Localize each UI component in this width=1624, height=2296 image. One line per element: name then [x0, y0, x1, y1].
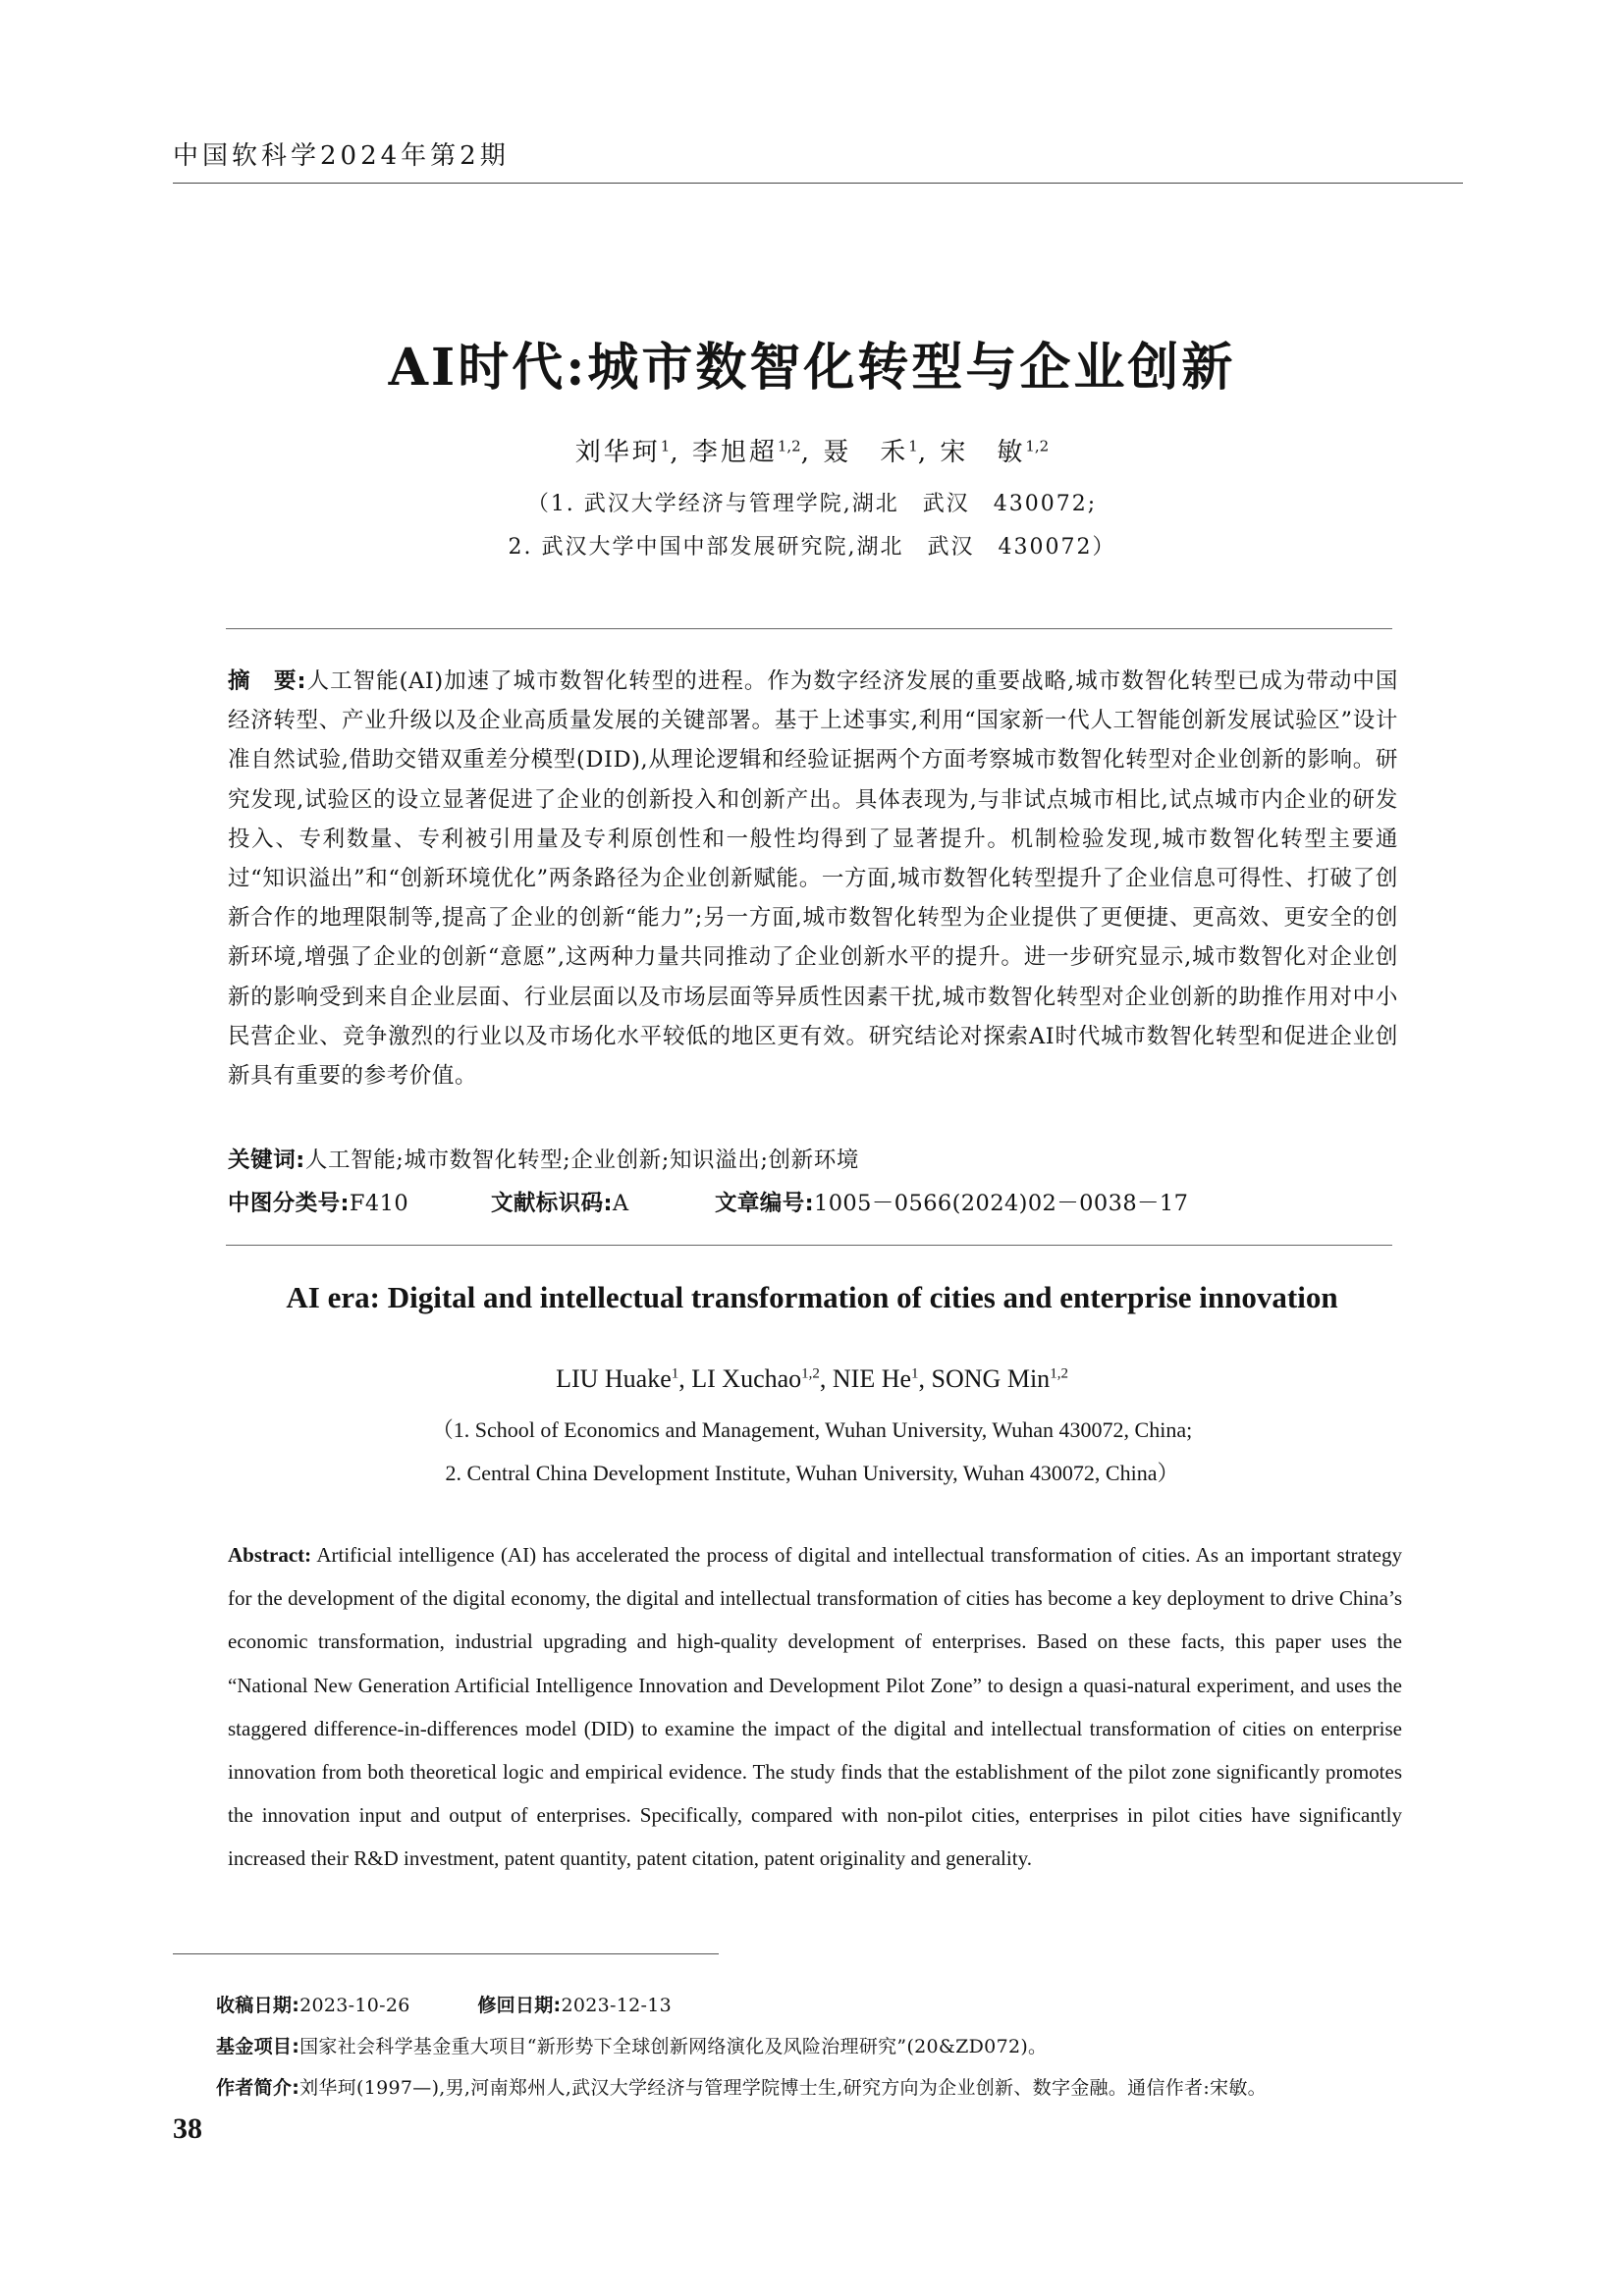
author-bio-label: 作者简介:: [216, 2077, 300, 2099]
author-affiliation-mark: 1: [660, 437, 671, 455]
clc-label: 中图分类号:: [228, 1191, 350, 1216]
english-abstract-text: Artificial intelligence (AI) has accelerated the process of digital and intellectual transformation of cities. As an important strategy for the development of the digital economy, the digital and intellectual transformation of cities has become a key deployment to drive China’s economic transformation, industrial upgrading and high-quality development of enterprises. Based on these facts, this paper uses the “National New Generation Artificial Intelligence Innovation and Development Pilot Zone” to design a quasi-natural experiment, and uses the staggered difference-in-differences model (DID) to examine the impact of the digital and intellectual transformation of cities on enterprise innovation from both theoretical logic and empirical evidence. The study finds that the establishment of the pilot zone significantly promotes the innovation input and output of enterprises. Specifically, compared with non-pilot cities, enterprises in pilot cities have significantly increased their R&D investment, patent quantity, patent citation, patent originality and generality.: [228, 1543, 1403, 1871]
chinese-title: AI时代:城市数智化转型与企业创新: [388, 338, 1236, 398]
english-abstract-label: Abstract:: [228, 1543, 312, 1567]
revised-date-value: 2023-12-13: [561, 1995, 672, 2016]
clc-number: [228, 1186, 408, 1217]
author-bio-value: 刘华珂(1997—),男,河南郑州人,武汉大学经济与管理学院博士生,研究方向为企业创新、数字金融。通信作者:宋敏。: [299, 2077, 1267, 2099]
footnote-rule: [173, 1953, 719, 1954]
keywords-text: 人工智能;城市数智化转型;企业创新;知识溢出;创新环境: [304, 1148, 859, 1173]
document-code: [491, 1186, 629, 1217]
footnote-dates: [216, 1991, 672, 2017]
author-name: 李旭超: [691, 438, 778, 467]
funding-value: 国家社会科学基金重大项目“新形势下全球创新网络演化及风险治理研究”(20&ZD072)。: [299, 2036, 1048, 2057]
footnote-funding: [216, 2032, 1047, 2058]
revised-date-label: 修回日期:: [477, 1995, 562, 2016]
received-date-label: 收稿日期:: [216, 1995, 300, 2016]
abstract-text: 人工智能(AI)加速了城市数智化转型的进程。作为数字经济发展的重要战略,城市数智化转型已成为带动中国经济转型、产业升级以及企业高质量发展的关键部署。基于上述事实,利用“国家新一代人工智能创新发展试验区”设计准自然试验,借助交错双重差分模型(DID),从理论逻辑和经验证据两个方面考察城市数智化转型对企业创新的影响。研究发现,试验区的设立显著促进了企业的创新投入和创新产出。具体表现为,与非试点城市相比,试点城市内企业的研发投入、专利数量、专利被引用量及专利原创性和一般性均得到了显著提升。机制检验发现,城市数智化转型主要通过“知识溢出”和“创新环境优化”两条路径为企业创新赋能。一方面,城市数智化转型提升了企业信息可得性、打破了创新合作的地理限制等,提高了企业的创新“能力”;另一方面,城市数智化转型为企业提供了更便捷、更高效、更安全的创新环境,增强了企业的创新“意愿”,这两种力量共同推动了企业创新水平的提升。进一步研究显示,城市数智化对企业创新的影响受到来自企业层面、行业层面以及市场层面等异质性因素干扰,城市数智化转型对企业创新的助推作用对中小民营企业、竞争激烈的行业以及市场化水平较低的地区更有效。研究结论对探索AI时代城市数智化转型和促进企业创新具有重要的参考价值。: [228, 668, 1398, 1090]
received-date-value: 2023-10-26: [299, 1995, 410, 2016]
article-number-label: 文章编号:: [715, 1191, 814, 1216]
clc-value: F410: [349, 1191, 409, 1216]
author-name: 刘华珂: [574, 438, 661, 467]
running-header: 中国软科学2024年第2期: [173, 141, 510, 171]
english-author-list: LIU Huake$^1$, LI Xuchao$^{1,2}$, NIE He$^1$, SONG Min$^{1,2}$: [556, 1364, 1068, 1393]
footnote-author-bio: [216, 2073, 1267, 2100]
funding-label: 基金项目:: [216, 2036, 300, 2057]
chinese-author-list: 刘华珂$^1$, 李旭超$^{1,2}$, 聂 禾$^1$, 宋 敏$^{1,2}$: [574, 437, 1050, 467]
document-code-label: 文献标识码:: [491, 1191, 613, 1216]
abstract-top-rule: [226, 628, 1392, 629]
author-affiliation-mark: 1: [911, 1365, 919, 1382]
english-title: AI era: Digital and intellectual transformation of cities and enterprise innovation: [286, 1280, 1338, 1314]
author-name: 聂 禾: [823, 438, 909, 467]
article-number-value: 1005－0566(2024)02－0038－17: [814, 1191, 1189, 1216]
english-affiliation-2: 2. Central China Development Institute, Wuhan University, Wuhan 430072, China）: [445, 1461, 1179, 1485]
author-affiliation-mark: 1,2: [1025, 437, 1050, 455]
author-name: 宋 敏: [940, 438, 1026, 467]
author-affiliation-mark: 1,2: [1050, 1365, 1068, 1382]
author-name: NIE He: [832, 1364, 912, 1393]
author-name: SONG Min: [931, 1364, 1051, 1393]
chinese-affiliation-2: 2. 武汉大学中国中部发展研究院,湖北 武汉 430072）: [508, 535, 1116, 560]
header-rule: [173, 183, 1463, 184]
keywords-label: 关键词:: [228, 1148, 305, 1173]
article-number: [715, 1186, 1188, 1217]
page-number: 38: [173, 2112, 202, 2145]
english-abstract: [228, 1533, 1402, 1881]
author-affiliation-mark: 1: [671, 1365, 679, 1382]
document-code-value: A: [612, 1191, 629, 1216]
author-affiliation-mark: 1: [908, 437, 918, 455]
abstract-label: 摘 要:: [228, 668, 307, 694]
author-name: LI Xuchao: [691, 1364, 802, 1393]
keywords-line: [228, 1143, 859, 1174]
author-affiliation-mark: 1,2: [801, 1365, 820, 1382]
chinese-affiliation-1: （1. 武汉大学经济与管理学院,湖北 武汉 430072;: [526, 492, 1098, 516]
english-affiliation-1: （1. School of Economics and Management, Wuhan University, Wuhan 430072, China;: [431, 1417, 1193, 1442]
author-affiliation-mark: 1,2: [777, 437, 801, 455]
author-name: LIU Huake: [556, 1364, 672, 1393]
chinese-abstract: [228, 662, 1398, 1095]
abstract-bottom-rule: [226, 1245, 1392, 1246]
